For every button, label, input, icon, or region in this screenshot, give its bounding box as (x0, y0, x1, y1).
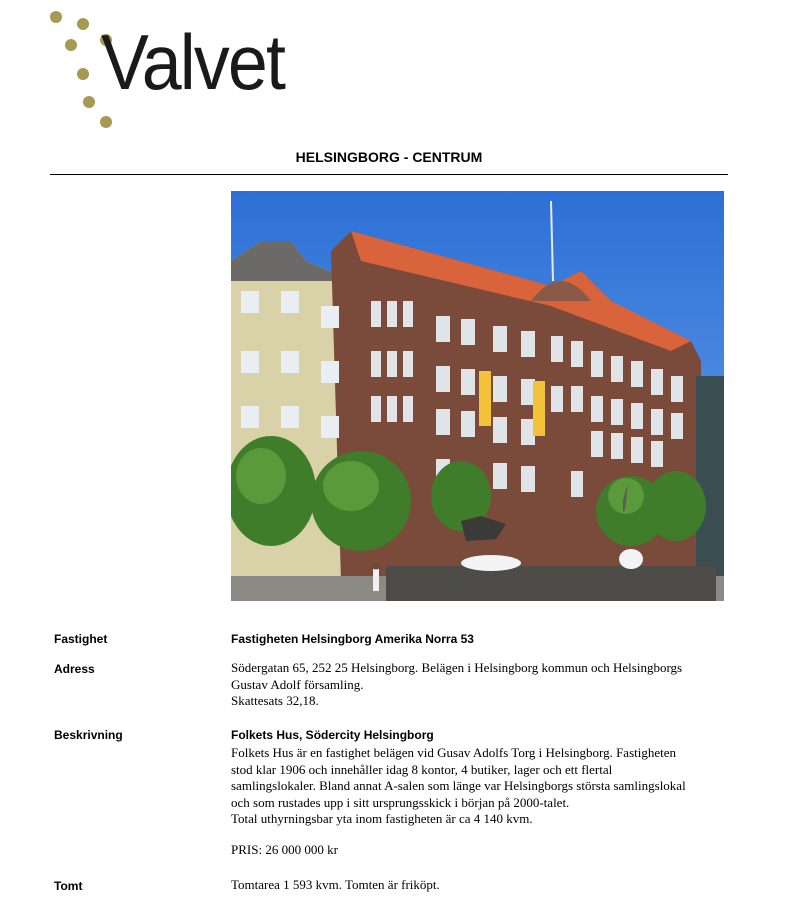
price: PRIS: 26 000 000 kr (231, 842, 338, 857)
beskrivning-line: och som rustades upp i sitt ursprungsskick i början på 2000-talet. (231, 794, 570, 810)
label-beskrivning: Beskrivning (54, 728, 123, 742)
page-title: HELSINGBORG - CENTRUM (295, 149, 483, 165)
beskrivning-line: Folkets Hus är en fastighet belägen vid Gusav Adolfs Torg i Helsingborg. Fastigheten (231, 745, 677, 760)
logo-dot (50, 11, 62, 23)
label-fastighet: Fastighet (54, 632, 108, 646)
logo-dot (83, 96, 95, 108)
beskrivning-line: Total uthyrningsbar yta inom fastigheten är ca 4 140 kvm. (231, 811, 533, 826)
beskrivning-line: stod klar 1906 och innehåller idag 8 kontor, 4 butiker, lager och ett flertal (231, 761, 613, 777)
logo-dot (77, 18, 89, 30)
building-photo (231, 191, 724, 601)
logo-dot (65, 39, 77, 51)
logo-dot (100, 116, 112, 128)
logo-wordmark: Valvet (101, 18, 285, 106)
logo-dot (77, 68, 89, 80)
adress-line: Skattesats 32,18. (231, 693, 319, 708)
adress-line: Gustav Adolf församling. (231, 676, 364, 692)
label-adress: Adress (54, 662, 95, 676)
beskrivning-line: samlingslokaler. Bland annat A-salen som länge var Helsingborgs största samlingslokal (231, 778, 686, 793)
value-beskrivning (231, 745, 731, 828)
adress-line: Södergatan 65, 252 25 Helsingborg. Belägen i Helsingborg kommun och Helsingborgs (231, 660, 683, 675)
value-fastighet: Fastigheten Helsingborg Amerika Norra 53 (231, 632, 474, 646)
valvet-logo (48, 8, 288, 133)
value-tomt: Tomtarea 1 593 kvm. Tomten är friköpt. (231, 877, 440, 892)
beskrivning-subtitle: Folkets Hus, Södercity Helsingborg (231, 728, 434, 742)
value-adress (231, 660, 731, 710)
label-tomt: Tomt (54, 879, 83, 893)
title-divider (50, 174, 728, 175)
